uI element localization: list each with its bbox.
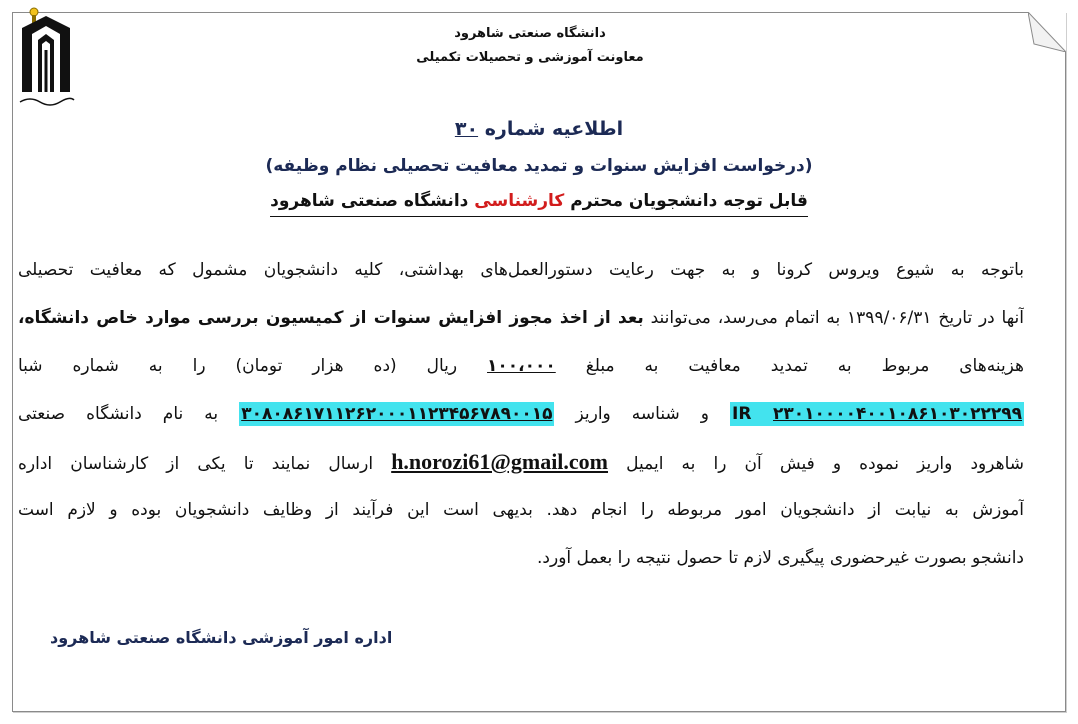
notice-audience [270,186,808,217]
audience-part1: قابل توجه دانشجویان محترم [570,191,808,211]
audience-part2: دانشگاه صنعتی شاهرود [270,191,469,211]
department-name: معاونت آموزشی و تحصیلات تکمیلی [416,50,644,65]
body-line-4-end: به نام دانشگاه صنعتی [18,404,219,424]
body-line-3b: ریال (ده هزار تومان) را به شماره شبا [18,356,458,376]
body-line-5 [18,438,1024,486]
body-line-1: باتوجه به شیوع ویروس کرونا و به جهت رعایت دستورالعمل‌های بهداشتی، کلیه دانشجویان مشمول که معافیت تحصیلی [18,260,1024,280]
notice-heading [0,112,1078,217]
notice-body [18,246,1024,582]
letterhead [300,24,760,68]
body-line-4-mid: و شناسه واریز [575,404,709,424]
body-line-2a: آنها در تاریخ ۱۳۹۹/۰۶/۳۱ به اتمام می‌رسد، می‌توانند [650,308,1024,328]
payment-amount: ۱۰۰،۰۰۰ [487,356,556,376]
body-line-3a: هزینه‌های مربوط به تمدید معافیت به مبلغ [585,356,1024,376]
body-line-7: دانشجو بصورت غیرحضوری پیگیری لازم تا حصول نتیجه را بعمل آورد. [537,548,1024,568]
body-line-5b: ارسال نمایند تا یکی از کارشناسان اداره [18,454,374,474]
iban-digits: ۲۳۰۱۰۰۰۰۴۰۰۱۰۸۶۱۰۳۰۲۲۲۹۹ [773,404,1023,424]
audience-highlight: کارشناسی [474,191,565,211]
body-line-2 [18,294,1024,342]
body-line-6: آموزش به نیابت از دانشجویان امور مربوطه را انجام دهد. بدیهی است این فرآیند از وظایف دانشجویان بوده و لازم است [18,500,1024,520]
notice-subtitle: (درخواست افزایش سنوات و تمدید معافیت تحصیلی نظام وظیفه) [265,156,813,176]
notice-title-prefix: اطلاعیه شماره [484,118,624,140]
body-line-3 [18,342,1024,390]
body-line-2b: بعد از اخذ مجوز افزایش سنوات از کمیسیون بررسی موارد خاص دانشگاه، [18,308,644,328]
notice-number: ۳۰ [454,118,479,140]
payment-id: ۳۰۸۰۸۶۱۷۱۱۲۶۲۰۰۰۱۱۲۳۴۵۶۷۸۹۰۰۱۵ [241,404,553,424]
signature: اداره امور آموزشی دانشگاه صنعتی شاهرود [50,628,393,647]
body-line-4 [18,390,1024,438]
university-emblem-icon [16,6,76,110]
iban-number [730,402,1024,426]
university-name: دانشگاه صنعتی شاهرود [454,26,606,41]
body-line-5a: شاهرود واریز نموده و فیش آن را به ایمیل [626,454,1024,474]
notice-title [0,112,1078,146]
iban-prefix: IR [732,404,752,424]
page-fold-corner [1028,12,1066,52]
contact-email-link[interactable]: h.norozi61@gmail.com [391,449,609,474]
